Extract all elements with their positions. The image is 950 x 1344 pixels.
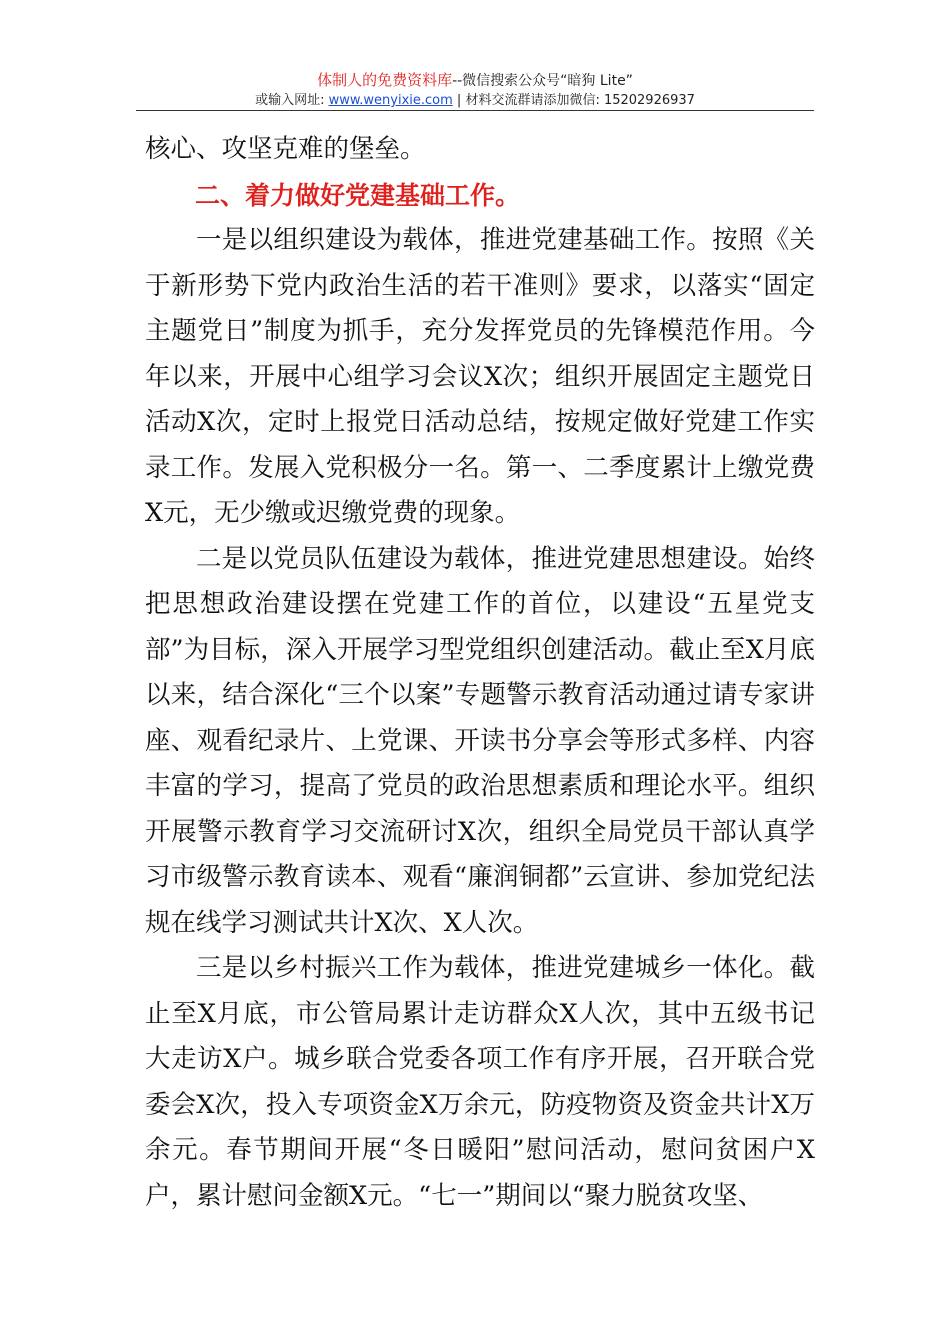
paragraph: 二是以党员队伍建设为载体，推进党建思想建设。始终把思想政治建设摆在党建工作的首位，以建设“五星党支部”为目标，深入开展学习型党组织创建活动。截止至X月底以来，结合深化“三个以案”专题警示教育活动通过请专家讲座、观看纪录片、上党课、开读书分享会等形式多样、内容丰富的学习，提高了党员的政治思想素质和理论水平。组织开展警示教育学习交流研讨X次，组织全局党员干部认真学习市级警示教育读本、观看“廉润铜都”云宣讲、参加党纪法规在线学习测试共计X次、X人次。	[145, 543, 815, 938]
continuation-line: 核心、攻坚克难的堡垒。	[145, 134, 426, 164]
paragraph: 三是以乡村振兴工作为载体，推进党建城乡一体化。截止至X月底，市公管局累计走访群众X人次，其中五级书记大走访X户。城乡联合党委各项工作有序开展，召开联合党委会X次，投入专项资金X万余元，防疫物资及资金共计X万余元。春节期间开展“冬日暖阳”慰问活动，慰问贫困户X户，累计慰问金额X元。“七一”期间以“聚力脱贫攻坚、	[145, 953, 815, 1211]
search-hint: --微信搜索公众号“暗狗 Lite”	[452, 73, 633, 89]
paragraph: 一是以组织建设为载体，推进党建基础工作。按照《关于新形势下党内政治生活的若干准则》要求，以落实“固定主题党日”制度为抓手，充分发挥党员的先锋模范作用。今年以来，开展中心组学习会议X次；组织开展固定主题党日活动X次，定时上报党日活动总结，按规定做好党建工作实录工作。发展入党积极分一名。第一、二季度累计上缴党费X元，无少缴或迟缴党费的现象。	[145, 225, 815, 528]
header-contact-line	[136, 92, 814, 110]
section-heading: 二、着力做好党建基础工作。	[195, 180, 521, 210]
header-title-line	[136, 70, 814, 91]
page-header	[136, 70, 814, 110]
library-name: 体制人的免费资料库	[317, 71, 453, 89]
website-link[interactable]: www.wenyixie.com	[328, 93, 453, 108]
website-label: 或输入网址:	[255, 93, 329, 108]
contact-text: | 材料交流群请添加微信: 15202926937	[452, 93, 695, 108]
document-body	[145, 127, 815, 1219]
header-divider	[136, 110, 814, 111]
